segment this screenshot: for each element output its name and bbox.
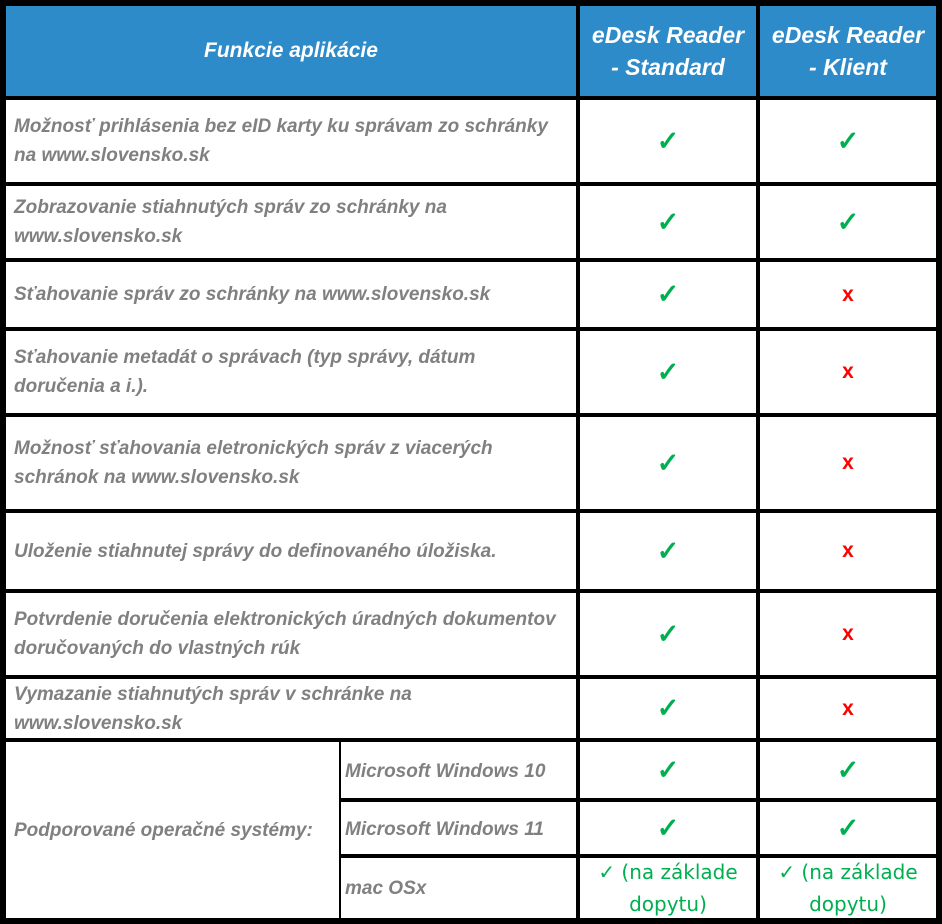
os-row-windows-11-klient-check-icon: ✓ <box>760 802 936 854</box>
os-row-macos-standard-note: ✓ (na základe dopytu) <box>580 858 756 918</box>
feature-row-3-label: Sťahovanie správ zo schránky na www.slovensko.sk <box>6 262 576 327</box>
header-feature-label: Funkcie aplikácie <box>204 39 378 62</box>
feature-row-4-klient-cross-icon: x <box>760 331 936 413</box>
os-row-macos-label: mac OSx <box>341 858 576 918</box>
os-row-windows-10-klient-check-icon: ✓ <box>760 742 936 798</box>
feature-row-8-label: Vymazanie stiahnutých správ v schránke na www.slovensko.sk <box>6 679 576 738</box>
feature-row-1-label: Možnosť prihlásenia bez eID karty ku správam zo schránky na www.slovensko.sk <box>6 100 576 182</box>
feature-row-6-klient-cross-icon: x <box>760 513 936 589</box>
header-standard-line2: - Standard <box>611 54 725 80</box>
feature-row-5-label: Možnosť sťahovania eletronických správ z viacerých schránok na www.slovensko.sk <box>6 417 576 509</box>
feature-row-1-klient-check-icon: ✓ <box>760 100 936 182</box>
os-row-windows-11-standard-check-icon: ✓ <box>580 802 756 854</box>
feature-row-8-standard-check-icon: ✓ <box>580 679 756 738</box>
feature-row-7-klient-cross-icon: x <box>760 593 936 675</box>
feature-row-4-label: Sťahovanie metadát o správach (typ správy, dátum doručenia a i.). <box>6 331 576 413</box>
os-row-macos-klient-note: ✓ (na základe dopytu) <box>760 858 936 918</box>
header-standard-column <box>580 6 756 96</box>
feature-row-8-klient-cross-icon: x <box>760 679 936 738</box>
header-klient-line2: - Klient <box>809 54 887 80</box>
feature-row-1-standard-check-icon: ✓ <box>580 100 756 182</box>
feature-row-4-standard-check-icon: ✓ <box>580 331 756 413</box>
feature-row-7-label: Potvrdenie doručenia elektronických úradných dokumentov doručovaných do vlastných rúk <box>6 593 576 675</box>
feature-row-6-standard-check-icon: ✓ <box>580 513 756 589</box>
feature-row-7-standard-check-icon: ✓ <box>580 593 756 675</box>
header-standard-line1: eDesk Reader <box>591 22 745 48</box>
feature-row-2-label: Zobrazovanie stiahnutých správ zo schránky na www.slovensko.sk <box>6 186 576 258</box>
feature-row-5-standard-check-icon: ✓ <box>580 417 756 509</box>
header-feature-column <box>6 6 576 96</box>
header-klient-column <box>760 6 936 96</box>
os-row-windows-10-label: Microsoft Windows 10 <box>341 742 576 798</box>
feature-row-3-klient-cross-icon: x <box>760 262 936 327</box>
os-row-windows-10-standard-check-icon: ✓ <box>580 742 756 798</box>
feature-row-6-label: Uloženie stiahnutej správy do definovaného úložiska. <box>6 513 576 589</box>
feature-row-2-standard-check-icon: ✓ <box>580 186 756 258</box>
os-section-label: Podporované operačné systémy: <box>6 742 339 918</box>
feature-row-3-standard-check-icon: ✓ <box>580 262 756 327</box>
feature-row-5-klient-cross-icon: x <box>760 417 936 509</box>
feature-row-2-klient-check-icon: ✓ <box>760 186 936 258</box>
os-row-windows-11-label: Microsoft Windows 11 <box>341 802 576 854</box>
header-klient-line1: eDesk Reader <box>771 22 925 48</box>
